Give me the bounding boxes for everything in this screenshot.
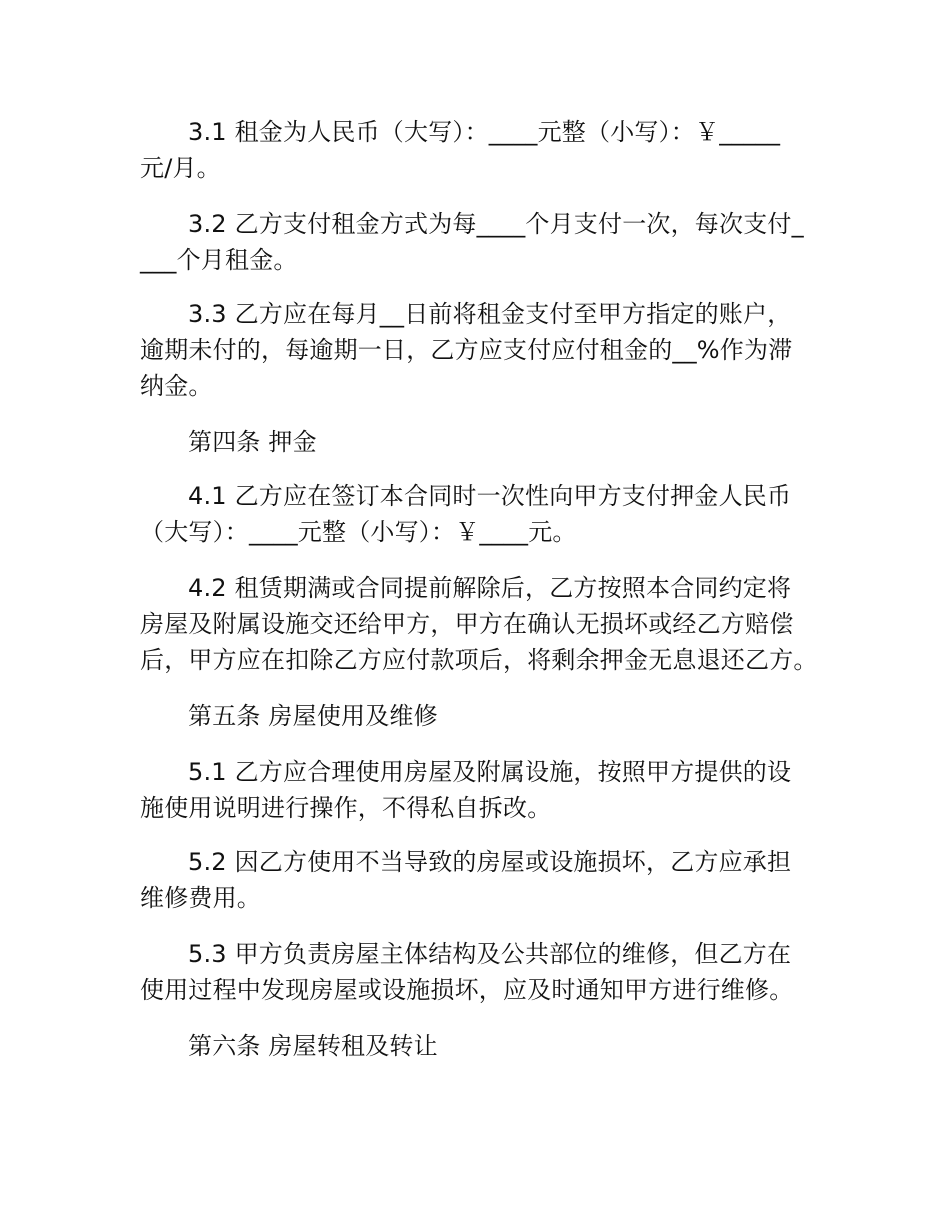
clause-5-2 xyxy=(140,844,820,916)
text-line: 房屋及附属设施交还给甲方，甲方在确认无损坏或经乙方赔偿 xyxy=(140,610,794,638)
clause-5-1 xyxy=(140,754,820,826)
text-line: 后，甲方应在扣除乙方应付款项后，将剩余押金无息退还乙方。 xyxy=(140,646,818,674)
text-line: 维修费用。 xyxy=(140,884,261,912)
clause-3-1 xyxy=(140,114,820,186)
text-line: 施使用说明进行操作，不得私自拆改。 xyxy=(140,794,552,822)
text-line: 第五条 房屋使用及维修 xyxy=(188,702,438,730)
text-line: ___个月租金。 xyxy=(140,246,298,274)
text-line: 纳金。 xyxy=(140,372,213,400)
text-line: 3.2 乙方支付租金方式为每____个月支付一次，每次支付_ xyxy=(188,210,804,238)
text-line: 使用过程中发现房屋或设施损坏，应及时通知甲方进行维修。 xyxy=(140,976,794,1004)
text-line: 4.2 租赁期满或合同提前解除后，乙方按照本合同约定将 xyxy=(188,574,792,602)
text-line: （大写）：____元整（小写）：￥____元。 xyxy=(140,518,577,546)
clause-4-1 xyxy=(140,478,820,550)
clause-3-3 xyxy=(140,296,820,404)
article-4-heading xyxy=(140,424,820,460)
text-line: 3.1 租金为人民币（大写）：____元整（小写）：￥_____ xyxy=(188,118,781,146)
text-line: 第六条 房屋转租及转让 xyxy=(188,1032,438,1060)
text-line: 4.1 乙方应在签订本合同时一次性向甲方支付押金人民币 xyxy=(188,482,792,510)
clause-3-2 xyxy=(140,206,820,278)
text-line: 逾期未付的，每逾期一日，乙方应支付应付租金的__%作为滞 xyxy=(140,336,793,364)
article-5-heading xyxy=(140,698,820,734)
text-line: 第四条 押金 xyxy=(188,428,317,456)
text-line: 3.3 乙方应在每月__日前将租金支付至甲方指定的账户， xyxy=(188,300,792,328)
text-line: 5.2 因乙方使用不当导致的房屋或设施损坏，乙方应承担 xyxy=(188,848,792,876)
text-line: 5.3 甲方负责房屋主体结构及公共部位的维修，但乙方在 xyxy=(188,940,792,968)
article-6-heading xyxy=(140,1028,820,1064)
text-line: 元/月。 xyxy=(140,154,221,182)
clause-5-3 xyxy=(140,936,820,1008)
text-line: 5.1 乙方应合理使用房屋及附属设施，按照甲方提供的设 xyxy=(188,758,792,786)
clause-4-2 xyxy=(140,570,820,678)
